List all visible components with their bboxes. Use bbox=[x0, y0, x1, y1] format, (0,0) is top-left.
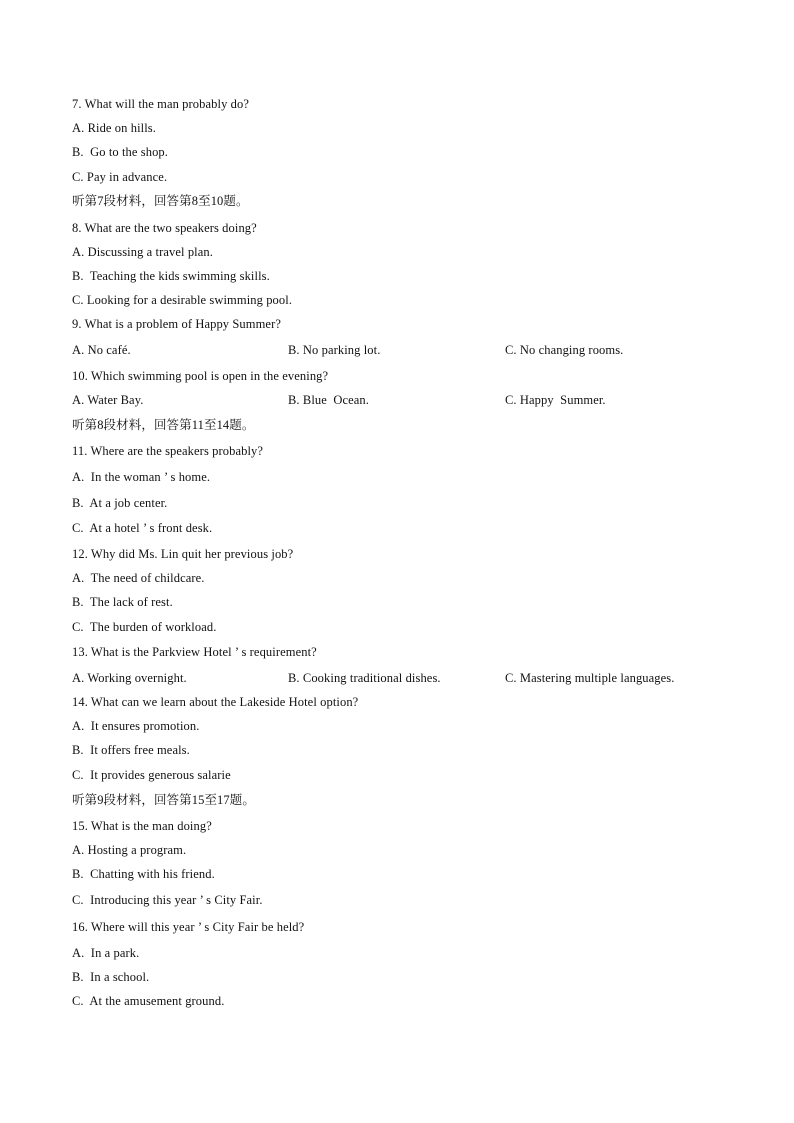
question-8: 8. What are the two speakers doing? bbox=[72, 221, 257, 235]
option-14b: B. It offers free meals. bbox=[72, 743, 190, 757]
question-16: 16. Where will this year ’ s City Fair be held? bbox=[72, 920, 305, 934]
question-13: 13. What is the Parkview Hotel ’ s requirement? bbox=[72, 645, 317, 659]
option-9c: C. No changing rooms. bbox=[505, 343, 624, 357]
option-12c: C. The burden of workload. bbox=[72, 620, 217, 634]
section-heading-7: 听第7段材料，回答第8至10题。 bbox=[72, 194, 249, 208]
question-15: 15. What is the man doing? bbox=[72, 819, 212, 833]
option-15b: B. Chatting with his friend. bbox=[72, 867, 215, 881]
option-7a: A. Ride on hills. bbox=[72, 121, 156, 135]
option-13a: A. Working overnight. bbox=[72, 671, 187, 685]
option-7b: B. Go to the shop. bbox=[72, 145, 168, 159]
option-16b: B. In a school. bbox=[72, 970, 150, 984]
question-9: 9. What is a problem of Happy Summer? bbox=[72, 317, 281, 331]
option-15c: C. Introducing this year ’ s City Fair. bbox=[72, 893, 263, 907]
question-7: 7. What will the man probably do? bbox=[72, 97, 249, 111]
option-7c: C. Pay in advance. bbox=[72, 170, 168, 184]
question-11: 11. Where are the speakers probably? bbox=[72, 444, 264, 458]
option-10c: C. Happy Summer. bbox=[505, 393, 606, 407]
option-11c: C. At a hotel ’ s front desk. bbox=[72, 521, 213, 535]
option-10b: B. Blue Ocean. bbox=[288, 393, 369, 407]
option-9b: B. No parking lot. bbox=[288, 343, 381, 357]
section-heading-8: 听第8段材料，回答第11至14题。 bbox=[72, 418, 255, 432]
option-13c: C. Mastering multiple languages. bbox=[505, 671, 675, 685]
option-8c: C. Looking for a desirable swimming pool. bbox=[72, 293, 293, 307]
option-16c: C. At the amusement ground. bbox=[72, 994, 225, 1008]
option-16a: A. In a park. bbox=[72, 946, 140, 960]
option-14c: C. It provides generous salarie bbox=[72, 768, 231, 782]
option-14a: A. It ensures promotion. bbox=[72, 719, 200, 733]
section-heading-9: 听第9段材料，回答第15至17题。 bbox=[72, 793, 255, 807]
option-10a: A. Water Bay. bbox=[72, 393, 144, 407]
option-9a: A. No café. bbox=[72, 343, 131, 357]
option-15a: A. Hosting a program. bbox=[72, 843, 187, 857]
option-11a: A. In the woman ’ s home. bbox=[72, 470, 211, 484]
question-14: 14. What can we learn about the Lakeside Hotel option? bbox=[72, 695, 359, 709]
option-12b: B. The lack of rest. bbox=[72, 595, 173, 609]
option-13b: B. Cooking traditional dishes. bbox=[288, 671, 441, 685]
option-8b: B. Teaching the kids swimming skills. bbox=[72, 269, 270, 283]
option-11b: B. At a job center. bbox=[72, 496, 168, 510]
question-10: 10. Which swimming pool is open in the evening? bbox=[72, 369, 329, 383]
option-12a: A. The need of childcare. bbox=[72, 571, 205, 585]
question-12: 12. Why did Ms. Lin quit her previous job? bbox=[72, 547, 294, 561]
option-8a: A. Discussing a travel plan. bbox=[72, 245, 213, 259]
